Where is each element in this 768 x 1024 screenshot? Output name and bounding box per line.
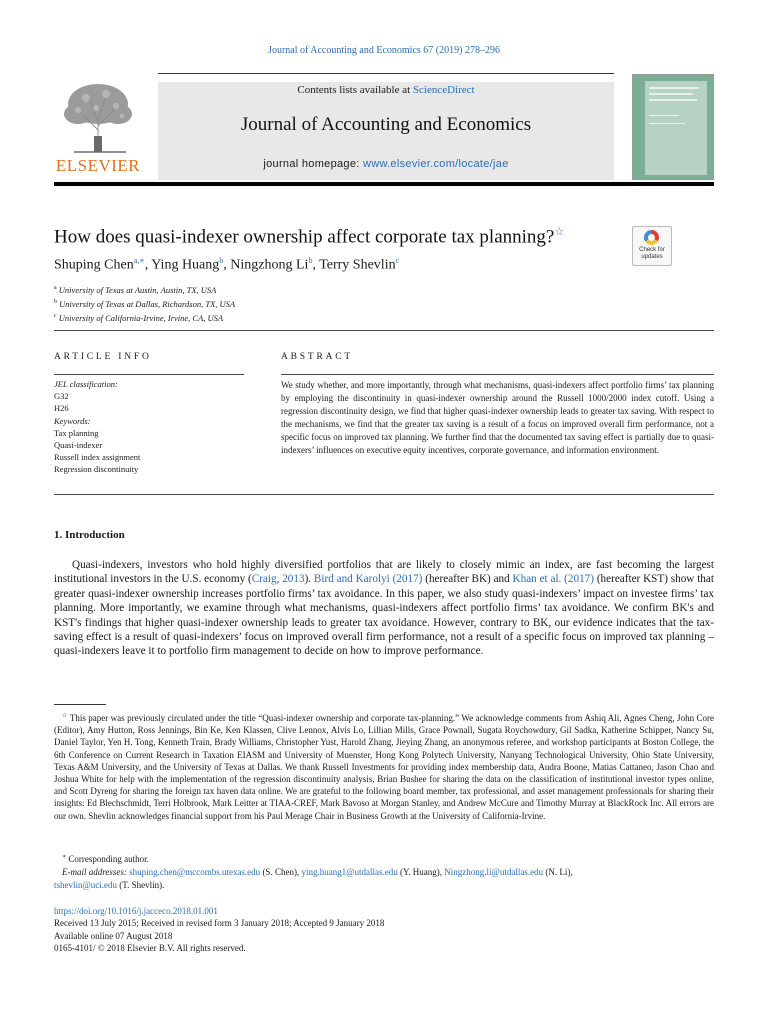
author-separator: , — [223, 257, 231, 273]
affiliations — [54, 282, 235, 323]
email-link[interactable]: tshevlin@uci.edu — [54, 879, 118, 890]
received-dates: Received 13 July 2015; Received in revised form 3 January 2018; Accepted 9 January 2018 — [54, 918, 385, 929]
email-owner: (T. Shevlin). — [117, 879, 165, 890]
doi-link[interactable]: https://doi.org/10.1016/j.jacceco.2018.01.001 — [54, 906, 218, 916]
introduction-heading: 1. Introduction — [54, 529, 125, 541]
author-affil-link[interactable]: b — [308, 256, 313, 265]
footnote-mark: ∗ — [62, 854, 67, 860]
homepage-line — [158, 158, 614, 170]
article-info-rule — [54, 374, 244, 375]
abstract-text: We study whether, and more importantly, through what mechanisms, quasi-indexers affect portfolio firms’ tax planning by employing the discontinuity in quasi-indexer ownership around the Russell 1000/2000 index cutoff. Using a regression discontinuity design, we find that higher quasi-indexer ownership leads to greater tax saving. With respect to the mechanisms, we find that the greater tax saving is a result of a focus on improved overall firm performance, not a specific focus on improved tax planning. We further find that the documented tax saving effect is partially due to quasi-indexers’ influences on executive equity incentives, corporate governance, and information environment. — [281, 380, 714, 455]
affiliation-line — [54, 296, 235, 310]
footnote-text: This paper was previously circulated under the title “Quasi-indexer ownership and corporate tax-planning.” We acknowledge comments from Ashiq Ali, Agnes Cheng, John Core (Editor), Amy Hutton, Ross Jennings, Bin Ke, Ken Klassen, Clive Lennox, Alvis Lo, Lillian Mills, Grace Pownall, Sugata Roychowdury, Gil Sadka, Katherine Schipper, Nancy Su, Daniel Taylor, Yen H. Tong, Kenneth Train, Brady Williams, Christopher Yust, Harold Zhang, Jieying Zhang, an anonymous referee, and workshop participants at Boston College, the 6th Conference on Current Research in Taxation EIASM and University of Muenster, Hong Kong Polytech University, Nanyang Technological University, Ohio State University, Texas A&M University, and the University of Texas at Dallas. We thank Russell Investments for providing index membership data, Audra Boone, Matias Cattaneo, Jason Chao and Joshua White for help with the implementation of the regression discontinuity analysis, Brian Bushee for sharing the data on the classification of institutional investor types online, and Scott Dyreng for sharing the foreign tax haven data online. We are grateful to the following board member, tax professional, and asset management professionals for sharing their insights: Ed Blechschmidt, Terri Holbrook, Mark Leitter at TIAA-CREF, Mark Bavoso at Morgan Stanley, and Andrew McCure and Timothy Murray at BlackRock Inc. All errors are our own. Shevlin acknowledges financial support from his Paul Merage Chair in Business Growth at the University of California-Irvine. — [54, 713, 714, 821]
cover-title-line — [649, 93, 693, 95]
author-name: Ying Huang — [151, 257, 220, 273]
journal-reference-link[interactable]: Journal of Accounting and Economics 67 (2019) 278–296 — [268, 45, 500, 56]
author-affil-link[interactable]: a,∗ — [133, 256, 145, 265]
cover-text-line — [649, 123, 685, 124]
journal-homepage-link[interactable]: www.elsevier.com/locate/jae — [362, 158, 509, 170]
article-info-block — [54, 379, 244, 475]
email-owner: (Y. Huang), — [397, 867, 445, 877]
email-label: E-mail addresses: — [62, 867, 127, 877]
keyword: Tax planning — [54, 428, 99, 439]
footnote-rule — [54, 704, 106, 705]
check-for-updates-badge[interactable] — [632, 226, 672, 266]
title-footnote — [54, 710, 714, 822]
affiliation-text: University of California-Irvine, Irvine, CA, USA — [58, 312, 224, 323]
masthead-top-rule — [158, 73, 614, 74]
author-name: Ningzhong Li — [230, 257, 309, 273]
email-link[interactable]: shuping.chen@mccombs.utexas.edu — [129, 867, 261, 877]
affiliation-text: University of Texas at Dallas, Richardson, TX, USA — [59, 298, 236, 309]
elsevier-logo[interactable] — [54, 80, 142, 176]
author-name: Terry Shevlin — [319, 257, 396, 273]
affiliation-mark: a — [54, 285, 57, 291]
elsevier-tree-icon — [56, 80, 140, 154]
jel-code: H26 — [54, 402, 69, 413]
paper-title — [54, 225, 564, 248]
keywords-label: Keywords: — [54, 416, 91, 427]
elsevier-wordmark: ELSEVIER — [55, 156, 141, 175]
author-affil-link[interactable]: b — [219, 256, 224, 265]
author-separator: , — [312, 257, 320, 273]
available-online: Available online 07 August 2018 — [54, 930, 173, 941]
email-link[interactable]: ying.huang1@utdallas.edu — [301, 867, 398, 877]
contents-prefix: Contents lists available at — [297, 84, 413, 96]
affiliation-text: University of Texas at Austin, Austin, TX, USA — [58, 284, 217, 295]
crossmark-label: Check for updates — [639, 247, 665, 260]
copyright-line: 0165-4101/ © 2018 Elsevier B.V. All rights reserved. — [54, 943, 246, 954]
introduction-paragraph — [54, 558, 714, 659]
corresponding-text: Corresponding author. — [66, 854, 149, 864]
email-addresses — [54, 866, 714, 892]
article-info-heading: ARTICLE INFO — [54, 352, 152, 362]
section-divider — [54, 330, 714, 331]
contents-line — [158, 84, 614, 96]
affiliation-line — [54, 282, 235, 296]
cover-title-line — [649, 99, 697, 101]
email-owner: (S. Chen), — [260, 867, 302, 877]
keyword: Regression discontinuity — [54, 463, 139, 474]
corresponding-author-note — [62, 853, 149, 864]
affiliation-mark: c — [54, 312, 57, 319]
homepage-prefix: journal homepage: — [263, 158, 363, 170]
affiliation-mark: b — [54, 298, 57, 305]
keyword: Quasi-indexer — [54, 439, 103, 450]
paper-title-text: How does quasi-indexer ownership affect corporate tax planning? — [54, 226, 555, 248]
journal-cover-thumbnail[interactable] — [632, 74, 714, 180]
citation-link[interactable]: Craig, 2013 — [251, 573, 305, 586]
masthead-box — [158, 82, 614, 180]
journal-title: Journal of Accounting and Economics — [240, 114, 532, 135]
cover-panel — [645, 81, 707, 175]
abstract-heading: ABSTRACT — [281, 352, 354, 362]
footnote-mark: ☆ — [62, 713, 68, 719]
citation-link[interactable]: Bird and Karolyi (2017) — [313, 573, 423, 586]
jel-label: JEL classification: — [54, 379, 118, 389]
sciencedirect-link[interactable]: ScienceDirect — [412, 84, 475, 96]
crossmark-icon — [644, 230, 659, 245]
cover-title-line — [649, 87, 699, 89]
author-name: Shuping Chen — [54, 257, 134, 273]
keyword: Russell index assignment — [54, 451, 141, 462]
email-owner: (N. Li), — [543, 867, 573, 877]
citation-link[interactable]: Khan et al. (2017) — [512, 573, 594, 586]
title-footnote-mark[interactable]: ☆ — [554, 226, 565, 238]
intro-text: Quasi-indexers, investors who hold highly diversified portfolios that are likely to closely mimic an index, are fast becoming the largest institutional investors in the U.S. economy ( — [54, 559, 714, 586]
abstract-rule — [281, 374, 714, 375]
author-affil-link[interactable]: c — [395, 256, 400, 265]
publication-info — [54, 905, 384, 955]
intro-text: (hereafter KST) show that greater quasi-indexer ownership increases portfolio firms’ tax avoidance. In this paper, we also study quasi-indexers’ impact on investee firms’ tax planning. More importantly, we examine through what mechanisms, quasi-indexers affect portfolio firms’ tax avoidance. We confirm BK's and KST's findings that higher quasi-indexer ownership leads to greater tax avoidance. However, contrary to BK, our evidence indicates that the tax-saving effect is a result of quasi-indexers’ focus on improved overall firm performance, not a result of a specific focus on improved tax planning – quasi-indexers leave it to portfolio firm management to decide on how to improve performance. — [54, 573, 714, 658]
author-list — [54, 256, 399, 274]
intro-text: (hereafter BK) and — [422, 573, 513, 586]
intro-text: ). — [304, 573, 314, 586]
email-link[interactable]: Ningzhong.li@utdallas.edu — [444, 867, 544, 877]
cover-text-line — [649, 115, 679, 116]
author-separator: , — [144, 257, 152, 273]
affiliation-line — [54, 310, 235, 324]
section-divider — [54, 494, 714, 495]
masthead-bottom-rule — [54, 182, 714, 186]
jel-code: G32 — [54, 390, 69, 401]
